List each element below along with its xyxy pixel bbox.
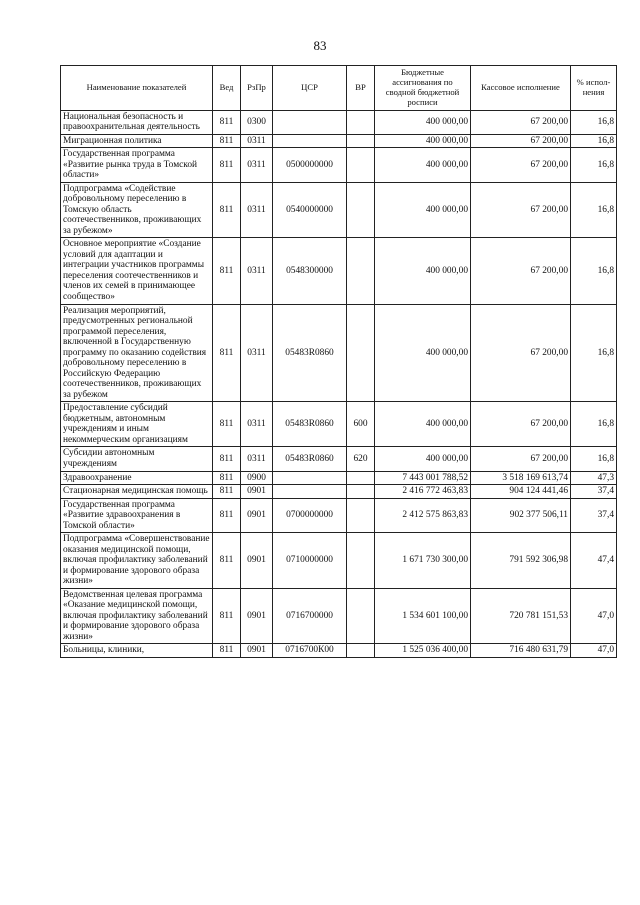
- cell-cash-execution: 67 200,00: [471, 110, 571, 134]
- cell-assignments: 400 000,00: [375, 402, 471, 447]
- cell-csr: [273, 471, 347, 485]
- cell-rzpr: 0300: [241, 110, 273, 134]
- cell-name: Национальная безопасность и правоохранительная деятельность: [61, 110, 213, 134]
- cell-vr: [347, 471, 375, 485]
- cell-vr: [347, 304, 375, 402]
- cell-percent: 16,8: [571, 182, 617, 238]
- cell-assignments: 400 000,00: [375, 447, 471, 471]
- cell-assignments: 400 000,00: [375, 238, 471, 304]
- cell-rzpr: 0901: [241, 588, 273, 644]
- header-percent: % испол- нения: [571, 66, 617, 111]
- cell-name: Субсидии автономным учреждениям: [61, 447, 213, 471]
- cell-name: Ведомственная целевая программа «Оказание медицинской помощи, включая профилактику заболеваний и формирование здорового образа жизни»: [61, 588, 213, 644]
- cell-ved: 811: [213, 182, 241, 238]
- cell-percent: 16,8: [571, 238, 617, 304]
- cell-cash-execution: 67 200,00: [471, 182, 571, 238]
- cell-percent: 16,8: [571, 447, 617, 471]
- cell-rzpr: 0311: [241, 134, 273, 148]
- cell-ved: 811: [213, 471, 241, 485]
- cell-assignments: 1 534 601 100,00: [375, 588, 471, 644]
- cell-cash-execution: 720 781 151,53: [471, 588, 571, 644]
- cell-vr: [347, 533, 375, 589]
- table-row: [61, 148, 617, 183]
- budget-execution-table: [60, 65, 617, 658]
- cell-rzpr: 0901: [241, 533, 273, 589]
- cell-csr: 0710000000: [273, 533, 347, 589]
- cell-rzpr: 0900: [241, 471, 273, 485]
- cell-csr: [273, 110, 347, 134]
- cell-name: Здравоохранение: [61, 471, 213, 485]
- table-row: [61, 447, 617, 471]
- cell-ved: 811: [213, 110, 241, 134]
- cell-assignments: 1 525 036 400,00: [375, 644, 471, 658]
- cell-percent: 16,8: [571, 304, 617, 402]
- table-row: [61, 588, 617, 644]
- cell-percent: 47,3: [571, 471, 617, 485]
- cell-csr: 0700000000: [273, 498, 347, 533]
- cell-assignments: 2 412 575 863,83: [375, 498, 471, 533]
- cell-ved: 811: [213, 498, 241, 533]
- table-header-row: [61, 66, 617, 111]
- cell-assignments: 2 416 772 463,83: [375, 485, 471, 499]
- cell-vr: 620: [347, 447, 375, 471]
- cell-percent: 47,0: [571, 644, 617, 658]
- cell-rzpr: 0311: [241, 447, 273, 471]
- cell-rzpr: 0311: [241, 148, 273, 183]
- table-row: [61, 471, 617, 485]
- cell-csr: 05483R0860: [273, 402, 347, 447]
- cell-percent: 47,0: [571, 588, 617, 644]
- cell-csr: 0500000000: [273, 148, 347, 183]
- cell-cash-execution: 716 480 631,79: [471, 644, 571, 658]
- cell-cash-execution: 3 518 169 613,74: [471, 471, 571, 485]
- cell-vr: [347, 485, 375, 499]
- cell-assignments: 7 443 001 788,52: [375, 471, 471, 485]
- cell-vr: [347, 498, 375, 533]
- cell-name: Государственная программа «Развитие здравоохранения в Томской области»: [61, 498, 213, 533]
- cell-ved: 811: [213, 447, 241, 471]
- header-cash-execution: Кассовое исполнение: [471, 66, 571, 111]
- cell-csr: 05483R0860: [273, 447, 347, 471]
- cell-ved: 811: [213, 644, 241, 658]
- cell-rzpr: 0311: [241, 182, 273, 238]
- cell-assignments: 400 000,00: [375, 182, 471, 238]
- header-vr: ВР: [347, 66, 375, 111]
- cell-cash-execution: 67 200,00: [471, 304, 571, 402]
- page-number: 83: [313, 38, 327, 53]
- cell-ved: 811: [213, 533, 241, 589]
- cell-ved: 811: [213, 304, 241, 402]
- table-row: [61, 644, 617, 658]
- cell-csr: [273, 134, 347, 148]
- cell-vr: 600: [347, 402, 375, 447]
- cell-assignments: 400 000,00: [375, 110, 471, 134]
- header-assignments: Бюджетные ассигнования по сводной бюджетной росписи: [375, 66, 471, 111]
- cell-vr: [347, 182, 375, 238]
- cell-percent: 37,4: [571, 498, 617, 533]
- cell-vr: [347, 588, 375, 644]
- table-row: [61, 182, 617, 238]
- cell-assignments: 400 000,00: [375, 134, 471, 148]
- cell-name: Реализация мероприятий, предусмотренных региональной программой переселения, включенной в Государственную программу по оказанию содействия добровольному переселению в Российскую Федерацию соотечественников, проживающих за рубежом: [61, 304, 213, 402]
- cell-percent: 47,4: [571, 533, 617, 589]
- cell-cash-execution: 67 200,00: [471, 148, 571, 183]
- cell-rzpr: 0901: [241, 485, 273, 499]
- cell-percent: 37,4: [571, 485, 617, 499]
- table-row: [61, 238, 617, 304]
- cell-cash-execution: 67 200,00: [471, 447, 571, 471]
- cell-csr: 0540000000: [273, 182, 347, 238]
- cell-ved: 811: [213, 485, 241, 499]
- cell-ved: 811: [213, 134, 241, 148]
- cell-ved: 811: [213, 148, 241, 183]
- cell-cash-execution: 67 200,00: [471, 402, 571, 447]
- cell-cash-execution: 904 124 441,46: [471, 485, 571, 499]
- cell-name: Стационарная медицинская помощь: [61, 485, 213, 499]
- header-name: Наименование показателей: [61, 66, 213, 111]
- cell-rzpr: 0311: [241, 304, 273, 402]
- table-row: [61, 134, 617, 148]
- cell-name: Подпрограмма «Содействие добровольному переселению в Томскую область соотечественников, проживающих за рубежом»: [61, 182, 213, 238]
- cell-csr: 0548300000: [273, 238, 347, 304]
- table-row: [61, 498, 617, 533]
- cell-cash-execution: 791 592 306,98: [471, 533, 571, 589]
- cell-assignments: 1 671 730 300,00: [375, 533, 471, 589]
- table-row: [61, 485, 617, 499]
- table-row: [61, 402, 617, 447]
- cell-percent: 16,8: [571, 402, 617, 447]
- cell-name: Подпрограмма «Совершенствование оказания медицинской помощи, включая профилактику заболеваний и формирование здорового образа жизни»: [61, 533, 213, 589]
- cell-vr: [347, 134, 375, 148]
- cell-ved: 811: [213, 402, 241, 447]
- cell-vr: [347, 238, 375, 304]
- cell-rzpr: 0901: [241, 498, 273, 533]
- cell-ved: 811: [213, 238, 241, 304]
- cell-assignments: 400 000,00: [375, 304, 471, 402]
- table-row: [61, 533, 617, 589]
- cell-cash-execution: 67 200,00: [471, 134, 571, 148]
- cell-name: Основное мероприятие «Создание условий для адаптации и интеграции участников программы переселения соотечественников и членов их семей в принимающее сообщество»: [61, 238, 213, 304]
- cell-vr: [347, 644, 375, 658]
- table-row: [61, 304, 617, 402]
- header-ved: Вед: [213, 66, 241, 111]
- cell-percent: 16,8: [571, 110, 617, 134]
- cell-rzpr: 0311: [241, 402, 273, 447]
- cell-vr: [347, 148, 375, 183]
- cell-cash-execution: 67 200,00: [471, 238, 571, 304]
- cell-csr: 05483R0860: [273, 304, 347, 402]
- cell-csr: 0716700К00: [273, 644, 347, 658]
- cell-csr: [273, 485, 347, 499]
- cell-vr: [347, 110, 375, 134]
- table-row: [61, 110, 617, 134]
- header-csr: ЦСР: [273, 66, 347, 111]
- cell-name: Государственная программа «Развитие рынка труда в Томской области»: [61, 148, 213, 183]
- cell-name: Миграционная политика: [61, 134, 213, 148]
- cell-percent: 16,8: [571, 148, 617, 183]
- cell-rzpr: 0311: [241, 238, 273, 304]
- cell-assignments: 400 000,00: [375, 148, 471, 183]
- cell-ved: 811: [213, 588, 241, 644]
- cell-rzpr: 0901: [241, 644, 273, 658]
- header-rzpr: РзПр: [241, 66, 273, 111]
- cell-percent: 16,8: [571, 134, 617, 148]
- cell-name: Предоставление субсидий бюджетным, автономным учреждениям и иным некоммерческим организациям: [61, 402, 213, 447]
- cell-name: Больницы, клиники,: [61, 644, 213, 658]
- cell-cash-execution: 902 377 506,11: [471, 498, 571, 533]
- cell-csr: 0716700000: [273, 588, 347, 644]
